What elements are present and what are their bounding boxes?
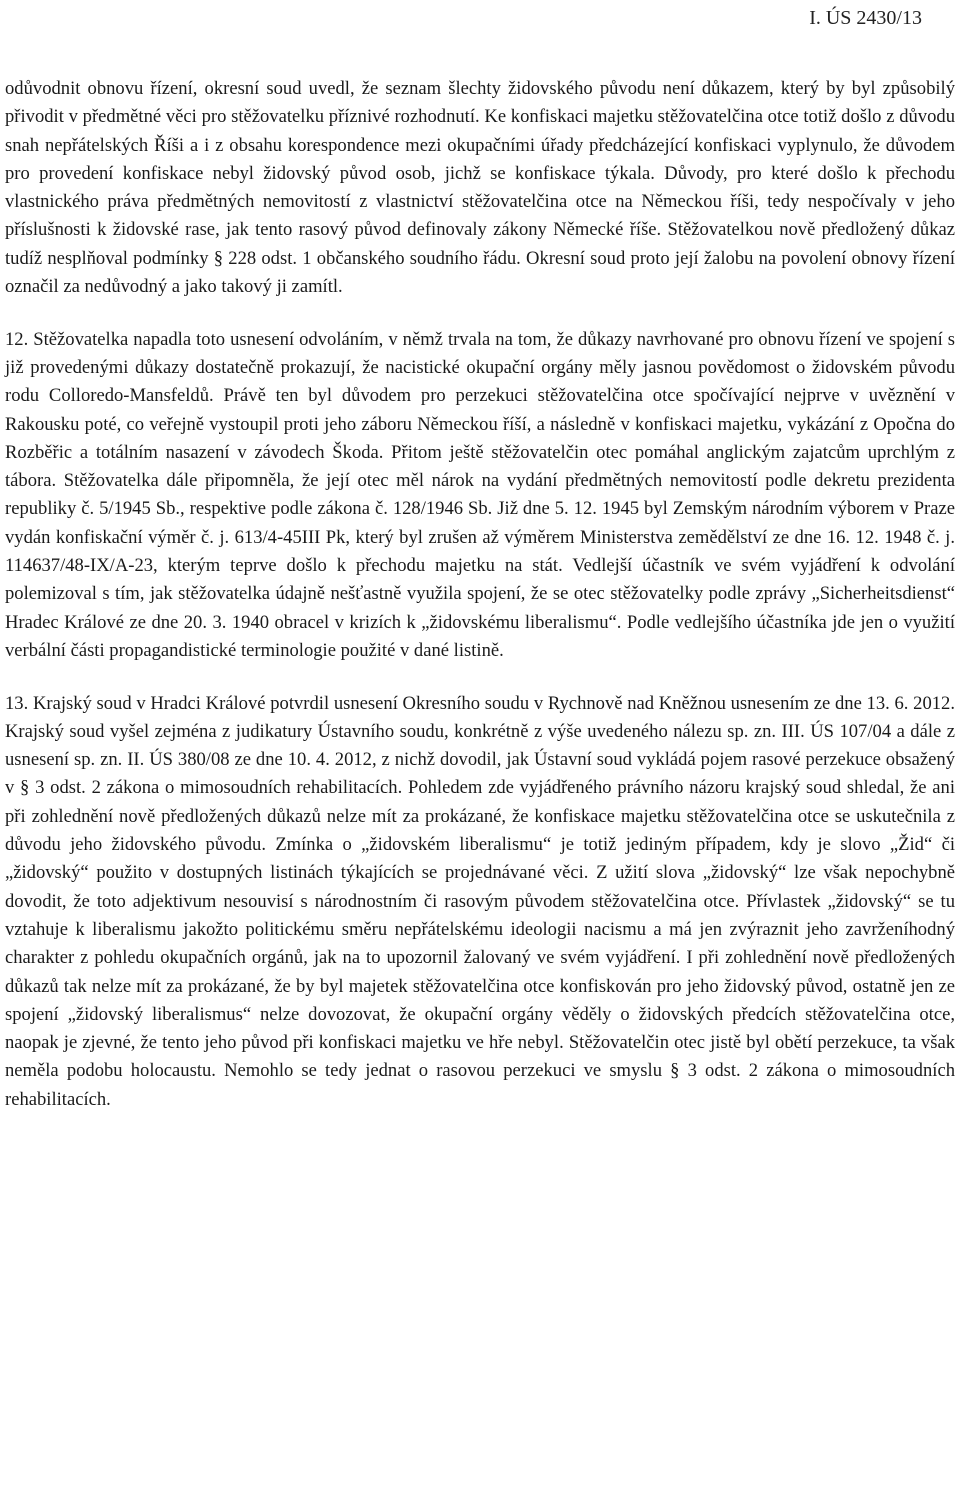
paragraph-11-continuation: odůvodnit obnovu řízení, okresní soud uvedl, že seznam šlechty židovského původu není důkazem, který by byl způsobilý přivodit v předmětné věci pro stěžovatelku příznivé rozhodnutí. Ke konfiskaci majetku stěžovatelčina otce totiž došlo z důvodu snah nepřátelských Říši a i z obsahu korespondence mezi okupačními úřady předcházející konfiskaci vyplynulo, že důvodem pro provedení konfiskace nebyl židovský původ osob, jichž se konfiskace týkala. Důvody, pro které došlo k přechodu vlastnického práva předmětných nemovitostí z vlastnictví stěžovatelčina otce na Německou říši, tedy nespočívaly v jeho příslušnosti k židovské rase, jak tento rasový původ definovaly zákony Německé říše. Stěžovatelkou nově předložený důkaz tudíž nesplňoval podmínky § 228 odst. 1 občanského soudního řádu. Okresní soud proto její žalobu na povolení obnovy řízení označil za nedůvodný a jako takový ji zamítl. xyxy=(5,78,955,298)
document-body xyxy=(5,75,955,1114)
paragraph-12: 12. Stěžovatelka napadla toto usnesení odvoláním, v němž trvala na tom, že důkazy navrhované pro obnovu řízení ve spojení s již provedenými důkazy dostatečně prokazují, že nacistické okupační orgány měly jasnou povědomost o židovském původu rodu Colloredo-Mansfeldů. Právě ten byl důvodem pro perzekuci stěžovatelčina otce spočívající nejprve v uvěznění v Rakousku poté, co veřejně vystoupil proti jeho záboru Německou říší, a následně v konfiskaci majetku, vykázání z Opočna do Rozběřic a totálním nasazení v závodech Škoda. Přitom ještě stěžovatelčin otec pomáhal anglickým zajatcům uprchlým z tábora. Stěžovatelka dále připomněla, že její otec měl nárok na vydání předmětných nemovitostí podle dekretu prezidenta republiky č. 5/1945 Sb., respektive podle zákona č. 128/1946 Sb. Již dne 5. 12. 1945 byl Zemským národním výborem v Praze vydán konfiskační výměr č. j. 613/4-45III Pk, který byl zrušen až výměrem Ministerstva zemědělství ze dne 16. 12. 1948 č. j. 114637/48-IX/A-23, kterým teprve došlo k přechodu majetku na stát. Vedlejší účastník ve svém vyjádření k odvolání polemizoval s tím, jak stěžovatelka údajně nešťastně využila spojení, že se otec stěžovatelky podle zprávy „Sicherheitsdienst“ Hradec Králové ze dne 20. 3. 1940 obracel v krizích k „židovskému liberalismu“. Podle vedlejšího účastníka jde jen o využití verbální části propagandistické terminologie použité v dané listině. xyxy=(5,328,955,661)
case-number-header: I. ÚS 2430/13 xyxy=(809,7,922,29)
paragraph-13: 13. Krajský soud v Hradci Králové potvrdil usnesení Okresního soudu v Rychnově nad Kněžnou usnesením ze dne 13. 6. 2012. Krajský soud vyšel zejména z judikatury Ústavního soudu, konkrétně z výše uvedeného nálezu sp. zn. III. ÚS 107/04 a dále z usnesení sp. zn. II. ÚS 380/08 ze dne 10. 4. 2012, z nichž dovodil, jak Ústavní soud vykládá pojem rasové perzekuce obsažený v § 3 odst. 2 zákona o mimosoudních rehabilitacích. Pohledem zde vyjádřeného právního názoru krajský soud shledal, že ani při zohlednění nově předložených důkazů nelze mít za prokázané, že konfiskace majetku stěžovatelčina otce se uskutečnila z důvodu jeho židovského původu. Zmínka o „židovském liberalismu“ je totiž jediným případem, kdy je slovo „Žid“ či „židovský“ použito v dostupných listinách týkajících se projednávané věci. Z užití slova „židovský“ lze však nepochybně dovodit, že toto adjektivum nesouvisí s národnostním či rasovým původem stěžovatelčina otce. Přívlastek „židovský“ se tu vztahuje k liberalismu jakožto politickému směru nepřátelskému ideologii nacismu a má jen zvýraznit jeho zavrženíhodný charakter z pohledu okupačních orgánů, jak na to upozornil žalovaný ve svém vyjádření. I při zohlednění nově předložených důkazů tak nelze mít za prokázané, že by byl majetek stěžovatelčina otce konfiskován pro jeho židovský původ, ostatně jen ze spojení „židovský liberalismus“ nelze dovozovat, že okupační orgány věděly o židovských předcích stěžovatelčina otce, naopak je zjevné, že tento jeho původ při konfiskaci majetku ve hře nebyl. Stěžovatelčin otec jistě byl obětí perzekuce, ta však neměla podobu holocaustu. Nemohlo se tedy jednat o rasovou perzekuci ve smyslu § 3 odst. 2 zákona o mimosoudních rehabilitacích. xyxy=(5,692,955,1110)
